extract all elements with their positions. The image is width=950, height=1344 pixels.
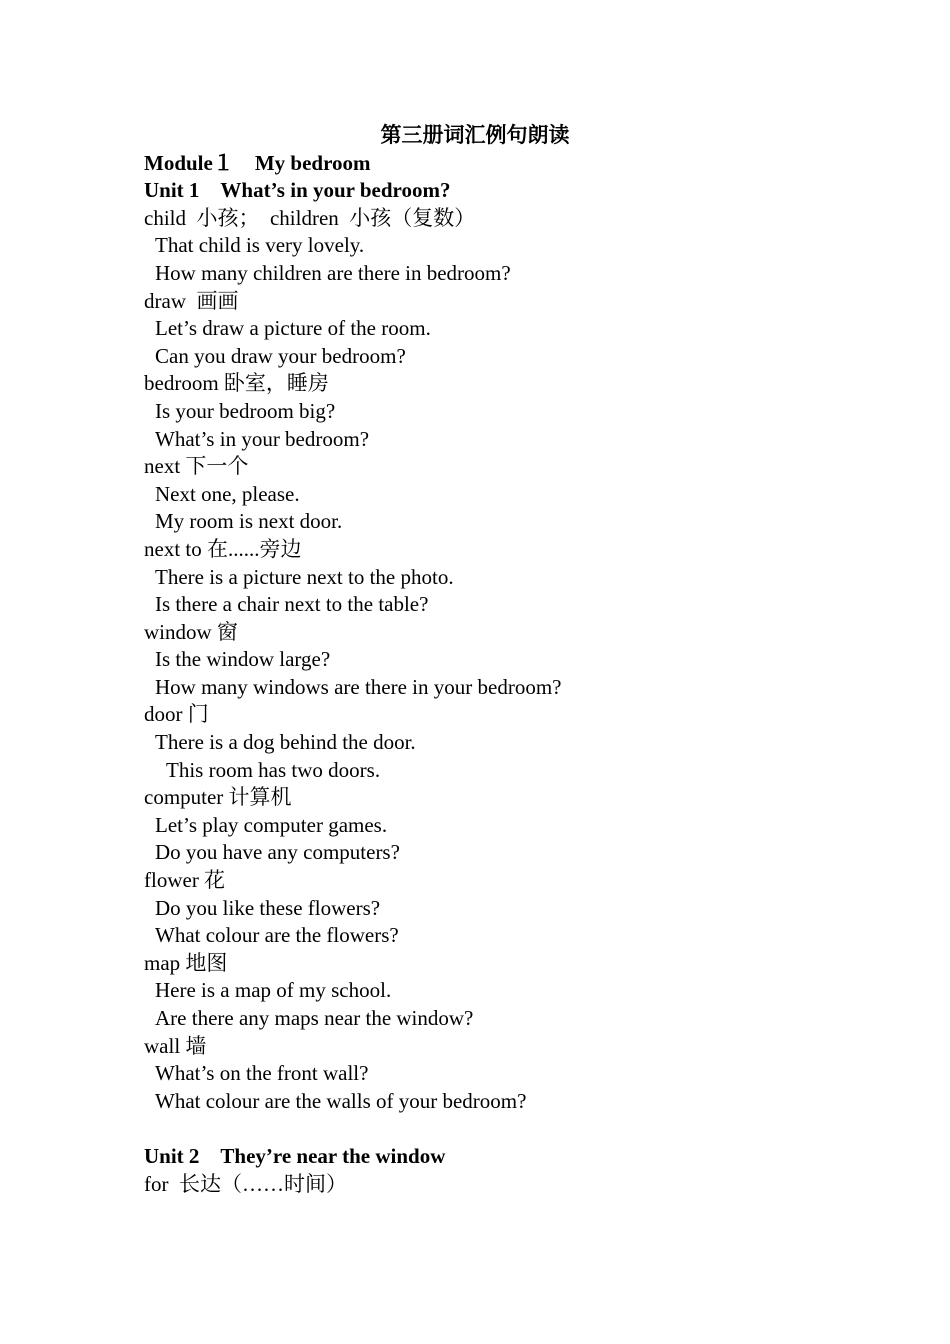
vocab-word: door 门 [144,702,209,727]
vocab-word: wall 墙 [144,1033,207,1058]
vocab-word: bedroom 卧室，睡房 [144,371,329,396]
example-sentence: This room has two doors. [166,757,381,782]
vocab-word: next 下一个 [144,454,249,479]
vocab-word: for 长达（……时间） [144,1171,347,1196]
example-sentence: How many windows are there in your bedroom? [155,674,562,699]
vocab-word: next to 在......旁边 [144,536,302,561]
blank-line [144,1115,844,1143]
example-sentence: That child is very lovely. [155,233,365,258]
example-sentence: Is your bedroom big? [155,398,336,423]
example-sentence: Is the window large? [155,647,331,672]
vocab-word: child 小孩； children 小孩（复数） [144,205,476,230]
example-sentence: What’s in your bedroom? [155,426,370,451]
unit2-heading: Unit 2 They’re near the window [144,1143,446,1168]
module-heading: Module１ My bedroom [144,150,371,175]
example-sentence: Do you have any computers? [155,840,400,865]
example-sentence: Are there any maps near the window? [155,1006,474,1030]
example-sentence: Let’s draw a picture of the room. [155,316,431,341]
example-sentence: My room is next door. [155,509,343,534]
example-sentence: Next one, please. [155,481,300,506]
example-sentence: Can you draw your bedroom? [155,343,406,368]
unit1-heading: Unit 1 What’s in your bedroom? [144,178,451,203]
example-sentence: There is a picture next to the photo. [155,564,454,589]
example-sentence: Is there a chair next to the table? [155,592,429,617]
example-sentence: What colour are the walls of your bedroom? [155,1088,527,1113]
vocab-word: computer 计算机 [144,785,292,810]
example-sentence: Do you like these flowers? [155,895,381,920]
example-sentence: What colour are the flowers? [155,923,399,948]
vocab-word: flower 花 [144,868,226,893]
document-title: 第三册词汇例句朗读 [380,123,570,147]
vocab-word: draw 画画 [144,288,239,313]
example-sentence: Here is a map of my school. [155,978,392,1003]
example-sentence: How many children are there in bedroom? [155,260,511,285]
vocab-word: window 窗 [144,619,238,644]
document-body [144,122,844,1198]
vocab-word: map 地图 [144,950,228,975]
example-sentence: There is a dog behind the door. [155,730,416,755]
example-sentence: What’s on the front wall? [155,1061,369,1086]
example-sentence: Let’s play computer games. [155,812,388,837]
